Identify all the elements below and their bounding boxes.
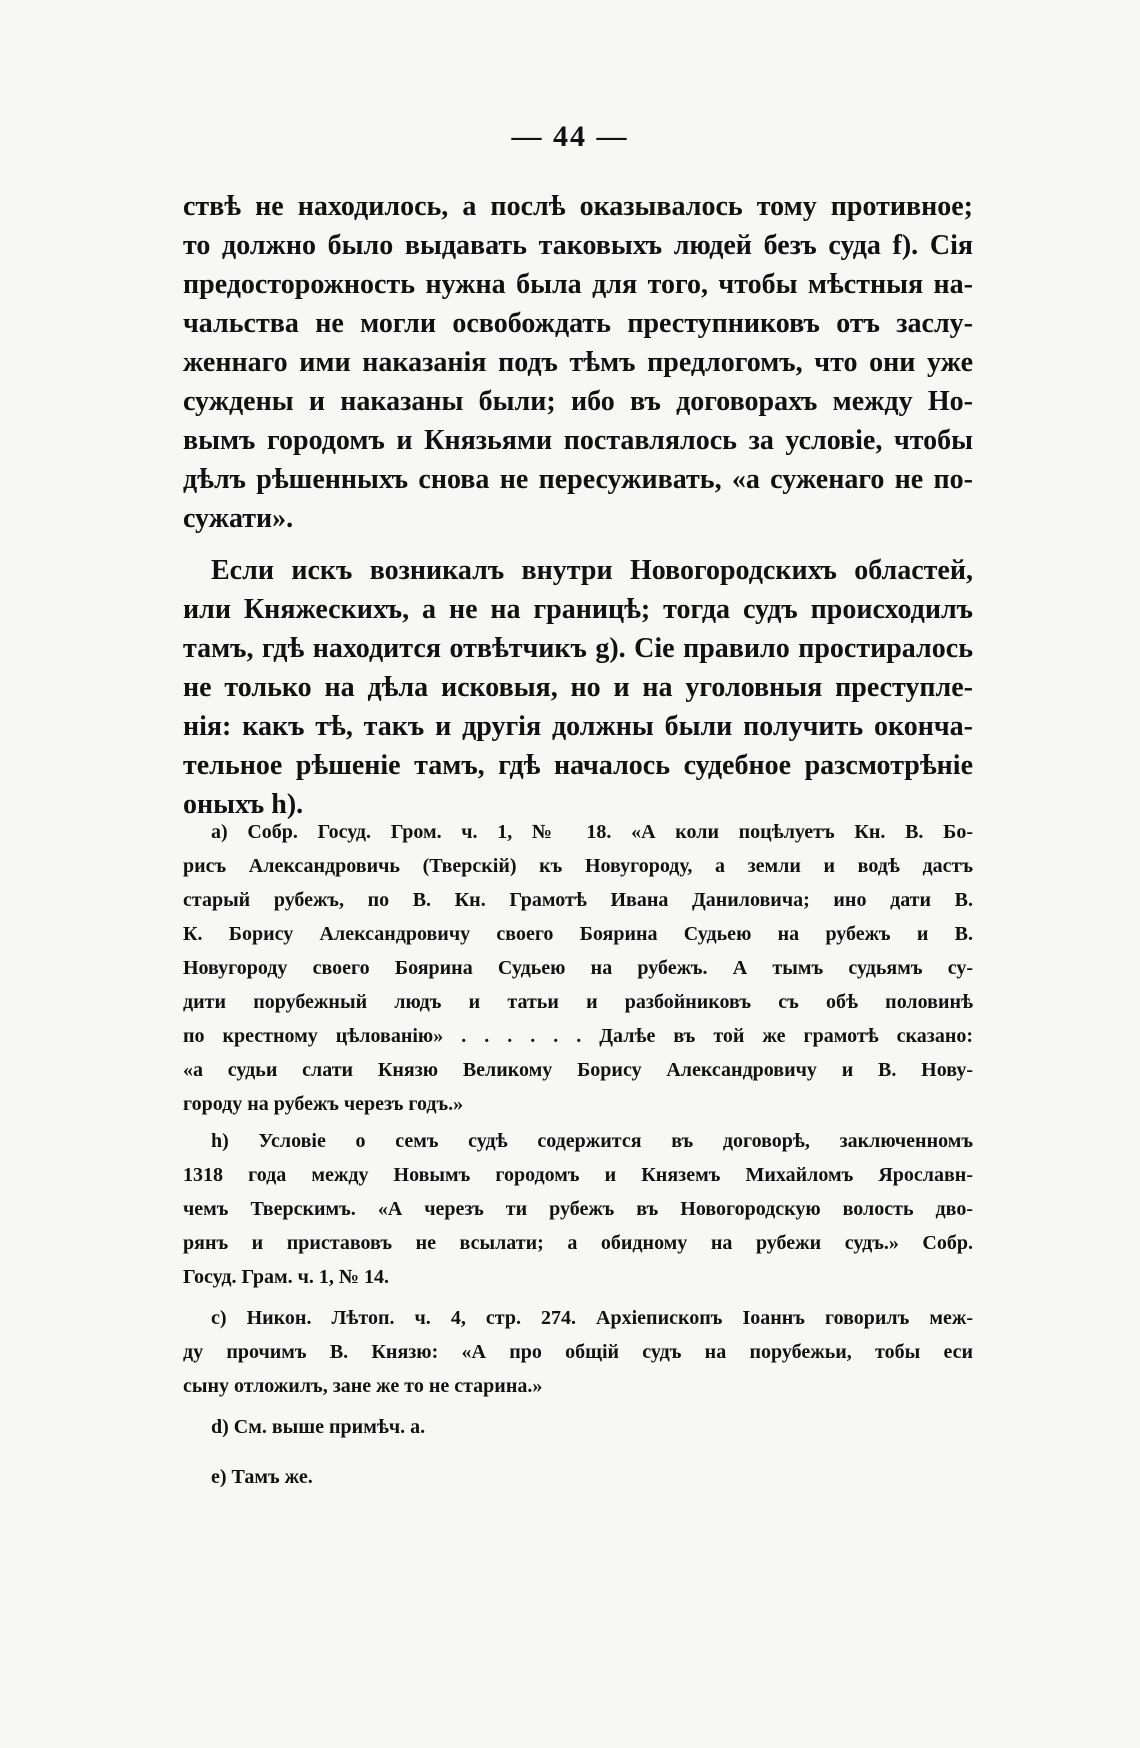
- text-line: тельное рѣшеніе тамъ, гдѣ началось судебное разсмотрѣніе: [183, 750, 973, 781]
- footnote-line: городу на рубежъ черезъ годъ.»: [183, 1093, 464, 1115]
- footnote-line: по крестному цѣлованію» . . . . . . Далѣе въ той же грамотѣ сказано:: [183, 1025, 973, 1047]
- footnote-c: [183, 1301, 973, 1403]
- footnote-line: «а судьи слати Князю Великому Борису Александровичу и В. Нову-: [183, 1059, 973, 1081]
- text-line: тамъ, гдѣ находится отвѣтчикъ g). Сіе правило простиралось: [183, 633, 973, 664]
- paragraph-2: [183, 551, 973, 824]
- paragraph-1: [183, 187, 973, 538]
- text-line: или Княжескихъ, а не на границѣ; тогда судъ происходилъ: [183, 594, 973, 625]
- text-line: оныхъ h).: [183, 789, 304, 820]
- text-line: ствѣ не находилось, а послѣ оказывалось тому противное;: [183, 191, 973, 222]
- footnote-line: d) См. выше примѣч. а.: [211, 1416, 426, 1438]
- footnote-line: ду прочимъ В. Князю: «А про общій судъ на порубежьи, тобы еси: [183, 1341, 973, 1363]
- footnote-line: Новугороду своего Боярина Судьею на рубежъ. А тымъ судьямъ су-: [183, 957, 973, 979]
- footnote-line: e) Тамъ же.: [211, 1466, 313, 1488]
- footnote-line: Госуд. Грам. ч. 1, № 14.: [183, 1266, 390, 1288]
- text-line: вымъ городомъ и Князьями поставлялось за условіе, чтобы: [183, 425, 973, 456]
- footnote-line: старый рубежъ, по В. Кн. Грамотѣ Ивана Даниловича; ино дати В.: [183, 889, 973, 911]
- footnote-a: [183, 815, 973, 1121]
- text-line: не только на дѣла исковыя, но и на уголовныя преступле-: [183, 672, 973, 703]
- footnote-line: сыну отложилъ, зане же то не старина.»: [183, 1375, 543, 1397]
- text-line: женнаго ими наказанія подъ тѣмъ предлогомъ, что они уже: [183, 347, 973, 378]
- footnote-line: рисъ Александровичь (Тверскій) къ Новугороду, а земли и водѣ дастъ: [183, 855, 973, 877]
- footnote-line: К. Борису Александровичу своего Боярина Судьею на рубежъ и В.: [183, 923, 973, 945]
- footnote-line: дити порубежный людъ и татьи и разбойниковъ съ обѣ половинѣ: [183, 991, 973, 1013]
- footnote-line: c) Никон. Лѣтоп. ч. 4, стр. 274. Архіепископъ Іоаннъ говорилъ меж-: [211, 1307, 973, 1329]
- text-line: сужати».: [183, 503, 294, 534]
- footnote-line: чемъ Тверскимъ. «А черезъ ти рубежъ въ Новогородскую волость дво-: [183, 1198, 973, 1220]
- footnote-b: [183, 1124, 973, 1294]
- text-line: предосторожность нужна была для того, чтобы мѣстныя на-: [183, 269, 973, 300]
- page-number: — 44 —: [511, 120, 629, 153]
- footnote-d: [183, 1410, 973, 1444]
- footnote-e: [183, 1460, 973, 1494]
- footnote-line: a) Собр. Госуд. Гром. ч. 1, № 18. «А коли поцѣлуетъ Кн. В. Бо-: [211, 821, 973, 843]
- text-line: дѣлъ рѣшенныхъ снова не пересуживать, «а суженаго не по-: [183, 464, 973, 495]
- footnote-line: рянъ и приставовъ не всылати; а обидному на рубежи судъ.» Собр.: [183, 1232, 973, 1254]
- text-line: чальства не могли освобождать преступниковъ отъ заслу-: [183, 308, 973, 339]
- text-line: нія: какъ тѣ, такъ и другія должны были получить оконча-: [183, 711, 973, 742]
- text-line: то должно было выдавать таковыхъ людей безъ суда f). Сія: [183, 230, 973, 261]
- footnote-line: 1318 года между Новымъ городомъ и Княземъ Михайломъ Ярославн-: [183, 1164, 973, 1186]
- text-line: суждены и наказаны были; ибо въ договорахъ между Но-: [183, 386, 973, 417]
- text-line: Если искъ возникалъ внутри Новогородскихъ областей,: [211, 555, 973, 586]
- footnote-line: h) Условіе о семъ судѣ содержится въ договорѣ, заключенномъ: [211, 1130, 973, 1152]
